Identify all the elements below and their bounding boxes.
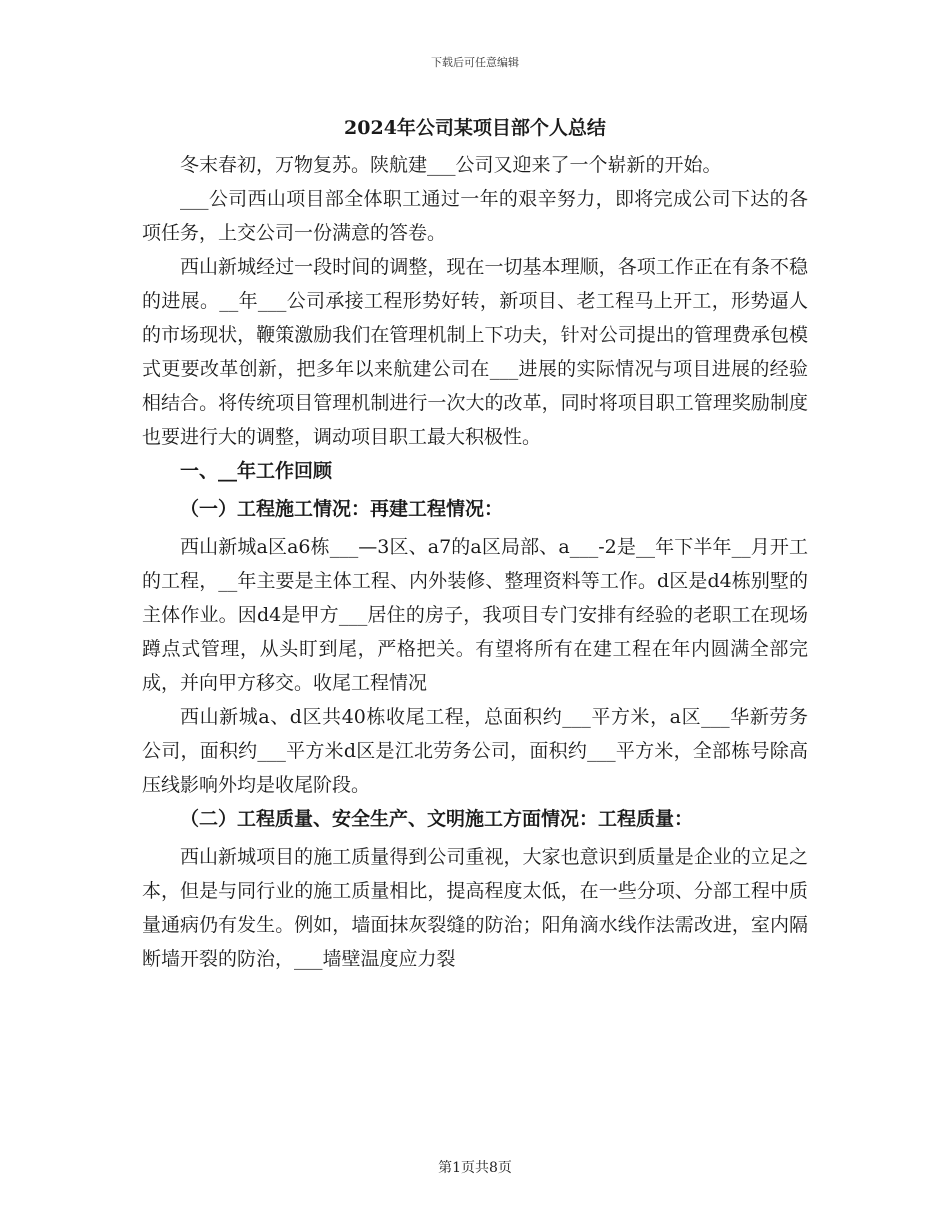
document-title: 2024年公司某项目部个人总结 <box>344 117 606 139</box>
paragraph-adjustment: 西山新城经过一段时间的调整，现在一切基本理顺，各项工作正在有条不稳的进展。__年___公司承接工程形势好转，新项目、老工程马上开工，形势逼人的市场现状，鞭策激励我们在管理机制上下功夫，针对公司提出的管理费承包模式更要改革创新，把多年以来航建公司在___进展的实际情况与项目进展的经验相结合。将传统项目管理机制进行一次大的改革，同时将项目职工管理奖励制度也要进行大的调整，调动项目职工最大积极性。 <box>142 256 808 448</box>
paragraph-finishing-works: 西山新城a、d区共40栋收尾工程，总面积约___平方米，a区___华新劳务公司，面积约___平方米d区是江北劳务公司，面积约___平方米，全部栋号除高压线影响外均是收尾阶段。 <box>142 706 808 796</box>
document-body <box>142 108 808 976</box>
paragraph-quality: 西山新城项目的施工质量得到公司重视，大家也意识到质量是企业的立足之本，但是与同行业的施工质量相比，提高程度太低，在一些分项、分部工程中质量通病仍有发生。例如，墙面抹灰裂缝的防治；阳角滴水线作法需改进，室内隔断墙开裂的防治，___墙壁温度应力裂 <box>142 846 808 970</box>
subsection-heading-construction: （一）工程施工情况：再建工程情况： <box>180 498 504 520</box>
subsection-heading-quality: （二）工程质量、安全生产、文明施工方面情况：工程质量： <box>180 808 694 830</box>
section-heading-review: 一、__年工作回顾 <box>180 460 333 482</box>
paragraph-intro: 冬末春初，万物复苏。陕航建___公司又迎来了一个崭新的开始。 <box>180 154 722 176</box>
paragraph-project-summary: ___公司西山项目部全体职工通过一年的艰辛努力，即将完成公司下达的各项任务，上交公司一份满意的答卷。 <box>142 188 808 244</box>
header-note: 下载后可任意编辑 <box>431 56 519 69</box>
page-number: 第1页共8页 <box>438 1160 512 1176</box>
paragraph-construction: 西山新城a区a6栋___—3区、a7的a区局部、a___-2是__年下半年__月开工的工程，__年主要是主体工程、内外装修、整理资料等工作。d区是d4栋别墅的主体作业。因d4是甲方___居住的房子，我项目专门安排有经验的老职工在现场蹲点式管理，从头盯到尾，严格把关。有望将所有在建工程在年内圆满全部完成，并向甲方移交。收尾工程情况 <box>142 536 808 694</box>
